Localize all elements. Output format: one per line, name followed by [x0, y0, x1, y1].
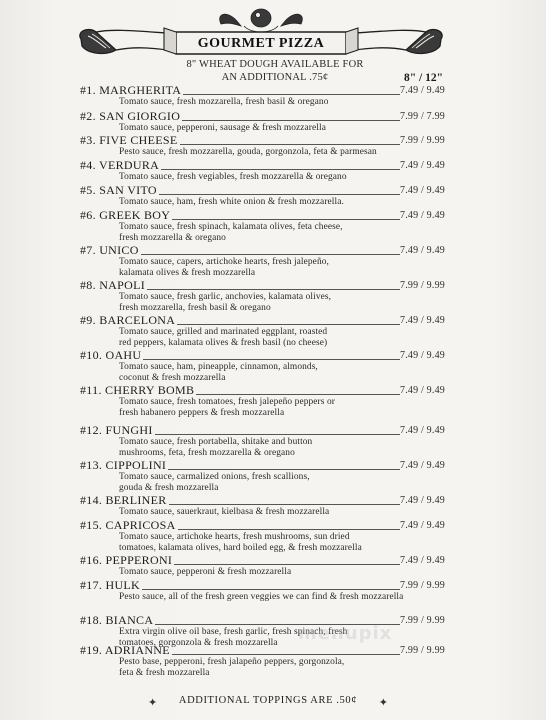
item-price: 7.49 / 9.49: [400, 245, 445, 256]
menu-item: [80, 458, 520, 493]
menu-item: [80, 518, 520, 553]
item-price: 7.99 / 9.99: [400, 580, 445, 591]
menu-item: [80, 313, 520, 348]
page-title: GOURMET PIZZA: [197, 36, 325, 51]
description-line: Tomato sauce, sauerkraut, kielbasa & fresh mozzarella: [119, 507, 330, 517]
menu-item-row: [80, 384, 520, 397]
item-description: [119, 532, 449, 554]
item-price: 7.49 / 9.49: [400, 495, 445, 506]
menu-item: [80, 133, 520, 157]
item-description: [119, 327, 449, 349]
description-line: fresh habanero peppers & fresh mozzarella: [119, 408, 285, 418]
description-line: gouda & fresh mozzarella: [119, 483, 219, 493]
item-price: 7.99 / 7.99: [400, 111, 445, 122]
item-name: #1. MARGHERITA: [80, 83, 182, 97]
description-line: Tomato sauce, pepperoni, sausage & fresh mozzarella: [119, 123, 326, 133]
menu-item-row: [80, 159, 520, 172]
item-name: #3. FIVE CHEESE: [80, 133, 178, 147]
wheat-dough-note-line2: AN ADDITIONAL .75¢: [221, 72, 329, 83]
description-line: Tomato sauce, ham, fresh white onion & fresh mozzarella.: [119, 197, 344, 207]
watermark: menupix: [298, 623, 393, 644]
menu-item-row: [80, 424, 520, 437]
item-name: #7. UNICO: [80, 243, 139, 257]
dotted-leader: [168, 469, 400, 470]
dotted-leader: [142, 589, 400, 590]
description-line: coconut & fresh mozzarella: [119, 373, 226, 383]
item-name: #18. BIANCA: [80, 613, 154, 627]
item-price: 7.49 / 9.49: [400, 160, 445, 171]
description-line: Tomato sauce, ham, pineapple, cinnamon, almonds,: [119, 362, 318, 372]
description-line: feta & fresh mozzarella: [119, 668, 210, 678]
additional-toppings-note: ADDITIONAL TOPPINGS ARE .50¢: [178, 695, 358, 706]
item-price: 7.49 / 9.49: [400, 520, 445, 531]
item-name: #6. GREEK BOY: [80, 208, 171, 222]
menu-item: [80, 243, 520, 278]
item-name: #14. BERLINER: [80, 493, 167, 507]
item-name: #4. VERDURA: [80, 158, 160, 172]
item-description: [119, 292, 449, 314]
description-line: fresh mozzarella & oregano: [119, 233, 226, 243]
menu-item-row: [80, 84, 520, 97]
item-description: [119, 147, 449, 158]
item-description: [119, 567, 449, 578]
item-price: 7.49 / 9.49: [400, 210, 445, 221]
dotted-leader: [159, 194, 400, 195]
footer-note: [148, 695, 388, 709]
item-name: #10. OAHU: [80, 348, 142, 362]
dotted-leader: [182, 120, 400, 121]
dotted-leader: [178, 529, 400, 530]
description-line: Tomato sauce, capers, artichoke hearts, fresh jalepeño,: [119, 257, 329, 267]
menu-item-row: [80, 519, 520, 532]
description-line: Pesto sauce, fresh mozzarella, gouda, gorgonzola, feta & parmesan: [119, 147, 377, 157]
size-header: 8" / 12": [404, 72, 443, 84]
dotted-leader: [183, 94, 400, 95]
item-price: 7.49 / 9.49: [400, 315, 445, 326]
item-price: 7.49 / 9.49: [400, 350, 445, 361]
item-name: #2. SAN GIORGIO: [80, 109, 181, 123]
item-price: 7.49 / 9.49: [400, 555, 445, 566]
dotted-leader: [174, 564, 400, 565]
description-line: tomatoes, kalamata olives, hard boiled egg, & fresh mozzarella: [119, 543, 362, 553]
item-price: 7.99 / 9.99: [400, 280, 445, 291]
menu-item-row: [80, 459, 520, 472]
ornament-right-icon: ✦: [378, 697, 388, 709]
dotted-leader: [180, 144, 400, 145]
item-description: [119, 172, 449, 183]
description-line: tomatoes, gorgonzola & fresh mozzarella: [119, 638, 278, 648]
item-name: #13. CIPPOLINI: [80, 458, 167, 472]
item-price: 7.49 / 9.49: [400, 385, 445, 396]
description-line: Tomato sauce, fresh vegiables, fresh mozzarella & oregano: [119, 172, 347, 182]
description-line: Tomato sauce, pepperoni & fresh mozzarella: [119, 567, 292, 577]
menu-item: [80, 553, 520, 577]
item-name: #17. HULK: [80, 578, 141, 592]
dotted-leader: [147, 289, 400, 290]
menu-item: [80, 183, 520, 207]
item-description: [119, 197, 449, 208]
menu-item: [80, 83, 520, 107]
item-price: 7.99 / 9.99: [400, 135, 445, 146]
menu-item: [80, 383, 520, 418]
description-line: Pesto sauce, all of the fresh green veggies we can find & fresh mozzarella: [119, 592, 404, 602]
item-price: 7.49 / 9.49: [400, 85, 445, 96]
menu-item-row: [80, 279, 520, 292]
menu-item-row: [80, 244, 520, 257]
menu-item-row: [80, 184, 520, 197]
description-line: Tomato sauce, carmalized onions, fresh scallions,: [119, 472, 310, 482]
item-name: #15. CAPRICOSA: [80, 518, 176, 532]
item-description: [119, 257, 449, 279]
description-line: Tomato sauce, fresh tomatoes, fresh jalepeño peppers or: [119, 397, 335, 407]
item-name: #12. FUNGHI: [80, 423, 153, 437]
menu-item-row: [80, 644, 520, 657]
item-price: 7.49 / 9.49: [400, 425, 445, 436]
item-description: [119, 592, 449, 603]
description-line: kalamata olives & fresh mozzarella: [119, 268, 256, 278]
description-line: red peppers, kalamata olives & fresh basil (no cheese): [119, 338, 328, 348]
description-line: fresh mozzarella, fresh basil & oregano: [119, 303, 271, 313]
dotted-leader: [177, 324, 400, 325]
dotted-leader: [169, 504, 400, 505]
item-price: 7.99 / 9.99: [400, 645, 445, 656]
item-description: [119, 97, 449, 108]
menu-item-row: [80, 209, 520, 222]
description-line: mushrooms, feta, fresh mozzarella & oregano: [119, 448, 295, 458]
description-line: Tomato sauce, fresh spinach, kalamata olives, feta cheese,: [119, 222, 343, 232]
ornament-left-icon: ✦: [148, 697, 158, 709]
item-name: #11. CHERRY BOMB: [80, 383, 195, 397]
item-name: #19. ADRIANNE: [80, 643, 170, 657]
description-line: Extra virgin olive oil base, fresh garlic, fresh spinach, fresh: [119, 627, 348, 637]
description-line: Tomato sauce, grilled and marinated eggplant, roasted: [119, 327, 328, 337]
menu-item-row: [80, 494, 520, 507]
item-name: #16. PEPPERONI: [80, 553, 173, 567]
description-line: Tomato sauce, fresh mozzarella, fresh basil & oregano: [119, 97, 329, 107]
item-description: [119, 222, 449, 244]
menu-item-row: [80, 134, 520, 147]
item-description: [119, 507, 449, 518]
menu-item-row: [80, 349, 520, 362]
dotted-leader: [141, 254, 400, 255]
menu-item: [80, 208, 520, 243]
menu-item: [80, 578, 520, 602]
wheat-dough-note-line1: 8" WHEAT DOUGH AVAILABLE FOR: [186, 59, 364, 70]
menu-item: [80, 158, 520, 182]
menu-item-row: [80, 554, 520, 567]
dotted-leader: [172, 654, 400, 655]
dotted-leader: [172, 219, 400, 220]
item-name: #9. BARCELONA: [80, 313, 176, 327]
item-price: 7.49 / 9.49: [400, 460, 445, 471]
dotted-leader: [155, 434, 400, 435]
item-description: [119, 397, 449, 419]
menu-item-row: [80, 110, 520, 123]
item-name: #8. NAPOLI: [80, 278, 145, 292]
menu-item: [80, 278, 520, 313]
dotted-leader: [196, 394, 400, 395]
menu-item: [80, 109, 520, 133]
item-name: #5. SAN VITO: [80, 183, 157, 197]
item-description: [119, 472, 449, 494]
description-line: Tomato sauce, fresh portabella, shitake and button: [119, 437, 313, 447]
item-price: 7.99 / 9.99: [400, 615, 445, 626]
item-description: [119, 437, 449, 459]
menu-item: [80, 423, 520, 458]
description-line: Tomato sauce, fresh garlic, anchovies, kalamata olives,: [119, 292, 332, 302]
dotted-leader: [143, 359, 400, 360]
menu-item: [80, 348, 520, 383]
item-description: [119, 362, 449, 384]
description-line: Tomato sauce, artichoke hearts, fresh mushrooms, sun dried: [119, 532, 350, 542]
item-price: 7.49 / 9.49: [400, 185, 445, 196]
item-description: [119, 657, 449, 679]
dotted-leader: [161, 169, 400, 170]
menu-item-row: [80, 314, 520, 327]
menu-item: [80, 493, 520, 517]
description-line: Pesto base, pepperoni, fresh jalapeño peppers, gorgonzola,: [119, 657, 345, 667]
menu-item-row: [80, 579, 520, 592]
